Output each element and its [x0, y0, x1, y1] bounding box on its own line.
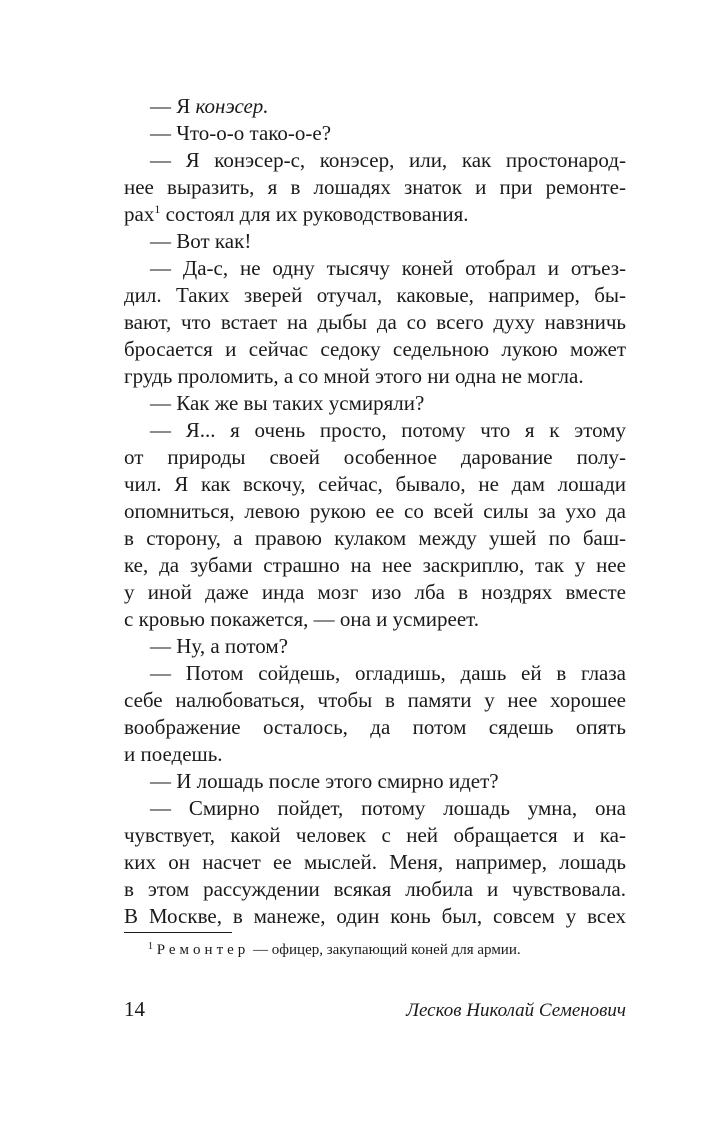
- text-line-content: опомниться, левою рукою ее со всей силы за ухо да: [124, 499, 626, 523]
- text-line: [124, 228, 626, 255]
- running-head-author: Лесков Николай Семенович: [406, 1000, 626, 1021]
- text-line-content: у иной даже инда мозг изо лба в ноздрях вместе: [124, 580, 626, 604]
- text-line: [124, 201, 626, 228]
- text-line-content: в сторону, а правою кулаком между ушей по баш-: [124, 526, 626, 550]
- text-line-content: В Москве, в манеже, один конь был, совсем у всех: [124, 904, 626, 928]
- footnote-reference[interactable]: 1: [154, 202, 161, 216]
- text-line: [124, 579, 626, 606]
- text-line-content: бросается и сейчас седоку седельною лукою может: [124, 337, 626, 361]
- text-line: [124, 147, 626, 174]
- text-line-content: — Я... я очень просто, потому что я к этому: [150, 418, 626, 442]
- text-line: [124, 390, 626, 417]
- text-line: [124, 849, 626, 876]
- text-line-content: — Вот как!: [150, 229, 252, 253]
- text-line-content: ке, да зубами страшно на нее заскриплю, так у нее: [124, 553, 626, 577]
- text-line-content: чувствует, какой человек с ней обращается и ка-: [124, 823, 626, 847]
- text-line-content: — Я конэсер-с, конэсер, или, как простонарод-: [150, 148, 626, 172]
- text-line: [124, 417, 626, 444]
- text-line-content: — Потом сойдешь, огладишь, дашь ей в глаза: [150, 661, 626, 685]
- text-line: [124, 633, 626, 660]
- footnote-marker: 1: [148, 941, 153, 952]
- text-line: [124, 309, 626, 336]
- text-line-content: — Что-о-о тако-о-е?: [150, 121, 332, 145]
- text-line-content: состоял для их руководствования.: [160, 202, 469, 226]
- text-line: [124, 93, 626, 120]
- text-line: [124, 822, 626, 849]
- text-line-content: рах: [124, 202, 155, 226]
- text-line-content: в этом рассуждении всякая любила и чувствовала.: [124, 877, 626, 901]
- text-line: [124, 282, 626, 309]
- text-line-content: — Смирно пойдет, потому лошадь умна, она: [150, 796, 626, 820]
- text-line: [124, 606, 626, 633]
- text-line-content: воображение осталось, да потом сядешь опять: [124, 715, 626, 739]
- text-line-content: от природы своей особенное дарование полу-: [124, 445, 626, 469]
- text-line: [124, 120, 626, 147]
- text-line-content: — Я: [150, 94, 196, 118]
- text-line: [124, 903, 626, 930]
- text-line: [124, 471, 626, 498]
- italic-word: конэсер.: [195, 94, 269, 118]
- text-line: [124, 660, 626, 687]
- text-line-content: себе налюбоваться, чтобы в памяти у нее хорошее: [124, 688, 626, 712]
- text-line-content: — Как же вы таких усмиряли?: [150, 391, 425, 415]
- page-number: 14: [124, 997, 145, 1021]
- text-line-content: вают, что встает на дыбы да со всего духу навзничь: [124, 310, 626, 334]
- text-line: [124, 741, 626, 768]
- footnote-term: Ремонтер: [156, 942, 250, 958]
- text-line: [124, 795, 626, 822]
- text-line: [124, 687, 626, 714]
- text-line: [124, 552, 626, 579]
- text-line: [124, 255, 626, 282]
- text-line-content: — Да-с, не одну тысячу коней отобрал и отъез-: [150, 256, 626, 280]
- text-line: [124, 498, 626, 525]
- footnote-definition: — офицер, закупающий коней для армии.: [249, 942, 521, 958]
- text-line: [124, 363, 626, 390]
- text-line-content: с кровью покажется, — она и усмиреет.: [124, 607, 480, 631]
- text-line: [124, 714, 626, 741]
- text-line: [124, 444, 626, 471]
- text-line-content: — Ну, а потом?: [150, 634, 288, 658]
- text-line: [124, 525, 626, 552]
- text-line-content: дил. Таких зверей отучал, каковые, например, бы-: [124, 283, 626, 307]
- text-line-content: — И лошадь после этого смирно идет?: [150, 769, 499, 793]
- text-line-content: чил. Я как вскочу, сейчас, бывало, не дам лошади: [124, 472, 626, 496]
- text-line: [124, 174, 626, 201]
- body-text: [124, 93, 626, 930]
- text-line-content: ких он насчет ее мыслей. Меня, например, лошадь: [124, 850, 626, 874]
- footnote: [148, 940, 521, 960]
- text-line-content: грудь проломить, а со мной этого ни одна не могла.: [124, 364, 584, 388]
- text-line-content: и поедешь.: [124, 742, 223, 766]
- text-line: [124, 768, 626, 795]
- text-line-content: нее выразить, я в лошадях знаток и при ремонте-: [124, 175, 626, 199]
- text-line: [124, 336, 626, 363]
- footnote-divider: [124, 932, 232, 933]
- text-line: [124, 876, 626, 903]
